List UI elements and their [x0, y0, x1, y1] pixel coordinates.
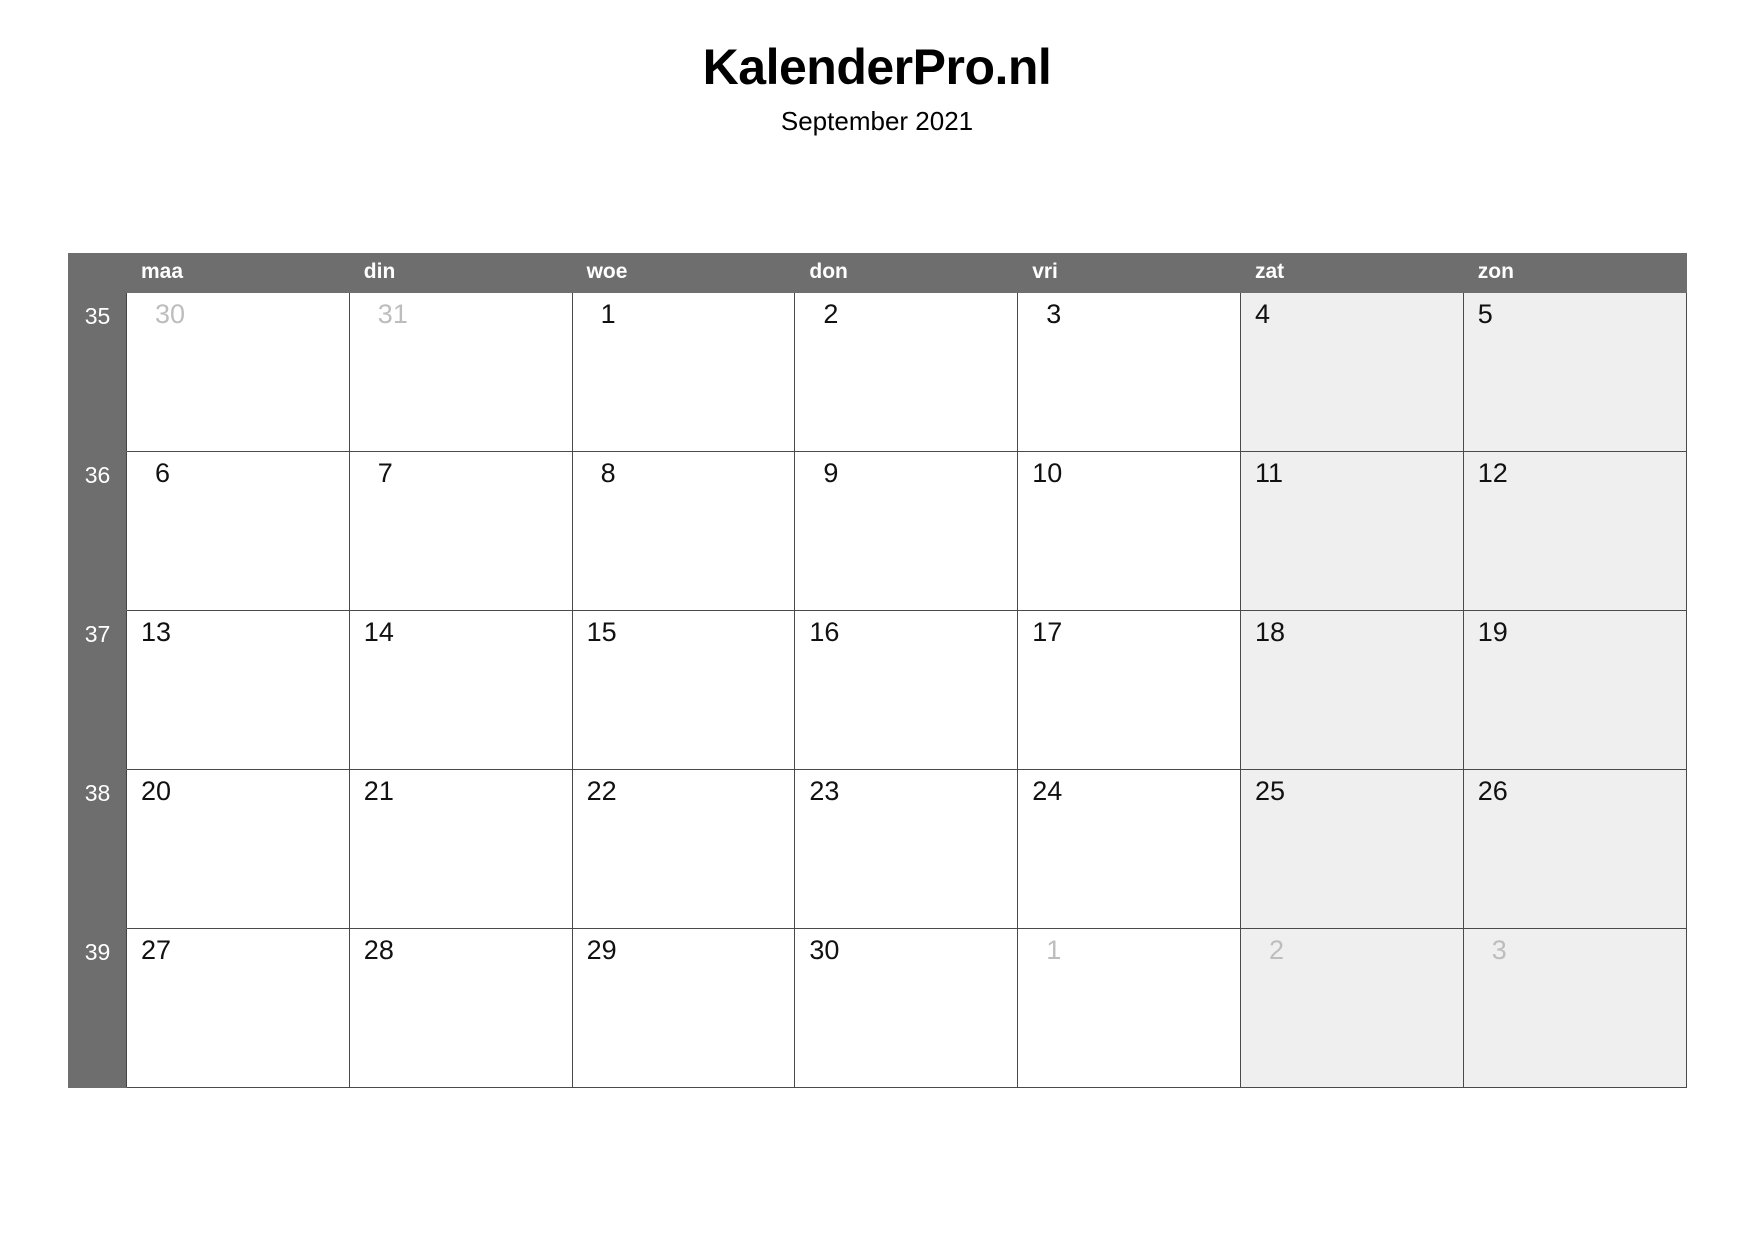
calendar-container	[68, 253, 1686, 1088]
day-number: 25	[1254, 776, 1286, 806]
day-cell[interactable]	[795, 293, 1018, 452]
day-cell[interactable]	[795, 929, 1018, 1088]
week-number-column-header	[69, 254, 127, 293]
week-number: 37	[69, 611, 127, 770]
day-number: 23	[809, 776, 840, 806]
day-cell[interactable]	[795, 611, 1018, 770]
day-cell[interactable]	[1463, 770, 1686, 929]
week-number: 36	[69, 452, 127, 611]
day-cell[interactable]	[349, 611, 572, 770]
day-cell[interactable]	[1018, 452, 1241, 611]
day-number: 2	[823, 299, 839, 329]
day-number: 2	[1268, 935, 1285, 965]
day-cell[interactable]	[572, 452, 795, 611]
calendar-header-row	[69, 254, 1687, 293]
calendar-week-row	[69, 452, 1687, 611]
month-calendar-table	[68, 253, 1687, 1088]
day-cell[interactable]	[572, 929, 795, 1088]
day-cell[interactable]	[1240, 293, 1463, 452]
day-number: 30	[155, 299, 186, 329]
weekday-header-woe: woe	[572, 254, 795, 293]
day-number: 28	[363, 935, 394, 965]
day-cell[interactable]	[1240, 452, 1463, 611]
day-number: 29	[586, 935, 617, 965]
week-number: 38	[69, 770, 127, 929]
day-number: 31	[377, 299, 408, 329]
weekday-header-don: don	[795, 254, 1018, 293]
day-cell[interactable]	[572, 293, 795, 452]
weekday-header-zon: zon	[1463, 254, 1686, 293]
day-number: 26	[1477, 776, 1508, 806]
day-cell[interactable]	[349, 929, 572, 1088]
week-number: 35	[69, 293, 127, 452]
week-number: 39	[69, 929, 127, 1088]
calendar-week-row	[69, 611, 1687, 770]
calendar-week-row	[69, 770, 1687, 929]
weekday-header-vri: vri	[1018, 254, 1241, 293]
day-cell[interactable]	[127, 929, 350, 1088]
day-number: 1	[1046, 935, 1062, 965]
day-number: 27	[141, 935, 172, 965]
day-number: 11	[1254, 458, 1284, 488]
day-cell[interactable]	[1018, 611, 1241, 770]
day-number: 21	[363, 776, 394, 806]
site-title: KalenderPro.nl	[702, 39, 1052, 95]
day-number: 3	[1046, 299, 1062, 329]
day-cell[interactable]	[127, 293, 350, 452]
day-number: 20	[141, 776, 172, 806]
day-cell[interactable]	[795, 452, 1018, 611]
day-cell[interactable]	[1463, 452, 1686, 611]
day-number: 1	[600, 299, 616, 329]
day-cell[interactable]	[1018, 770, 1241, 929]
day-cell[interactable]	[1240, 929, 1463, 1088]
day-number: 22	[586, 776, 617, 806]
day-cell[interactable]	[127, 611, 350, 770]
day-number: 16	[809, 617, 840, 647]
day-number: 9	[823, 458, 839, 488]
day-cell[interactable]	[1463, 929, 1686, 1088]
day-cell[interactable]	[127, 452, 350, 611]
month-title: September 2021	[780, 106, 974, 136]
calendar-week-row	[69, 293, 1687, 452]
page-header	[0, 0, 1754, 137]
day-cell[interactable]	[349, 770, 572, 929]
day-number: 15	[586, 617, 617, 647]
day-number: 12	[1477, 458, 1508, 488]
weekday-header-din: din	[349, 254, 572, 293]
day-cell[interactable]	[1463, 611, 1686, 770]
calendar-week-row	[69, 929, 1687, 1088]
day-number: 13	[141, 617, 172, 647]
day-cell[interactable]	[795, 770, 1018, 929]
day-number: 8	[600, 458, 616, 488]
day-cell[interactable]	[1463, 293, 1686, 452]
day-number: 14	[363, 617, 394, 647]
day-cell[interactable]	[1018, 929, 1241, 1088]
day-cell[interactable]	[1240, 770, 1463, 929]
day-number: 3	[1491, 935, 1507, 965]
day-number: 6	[155, 458, 171, 488]
day-cell[interactable]	[127, 770, 350, 929]
day-number: 18	[1254, 617, 1286, 647]
day-number: 30	[809, 935, 840, 965]
day-number: 4	[1254, 299, 1271, 329]
day-number: 19	[1477, 617, 1508, 647]
day-cell[interactable]	[349, 452, 572, 611]
day-cell[interactable]	[349, 293, 572, 452]
day-number: 24	[1032, 776, 1063, 806]
day-cell[interactable]	[572, 770, 795, 929]
weekday-header-maa: maa	[127, 254, 350, 293]
day-cell[interactable]	[1018, 293, 1241, 452]
day-cell[interactable]	[1240, 611, 1463, 770]
day-cell[interactable]	[572, 611, 795, 770]
day-number: 5	[1477, 299, 1493, 329]
day-number: 7	[377, 458, 393, 488]
day-number: 10	[1032, 458, 1063, 488]
day-number: 17	[1032, 617, 1063, 647]
weekday-header-zat: zat	[1240, 254, 1463, 293]
